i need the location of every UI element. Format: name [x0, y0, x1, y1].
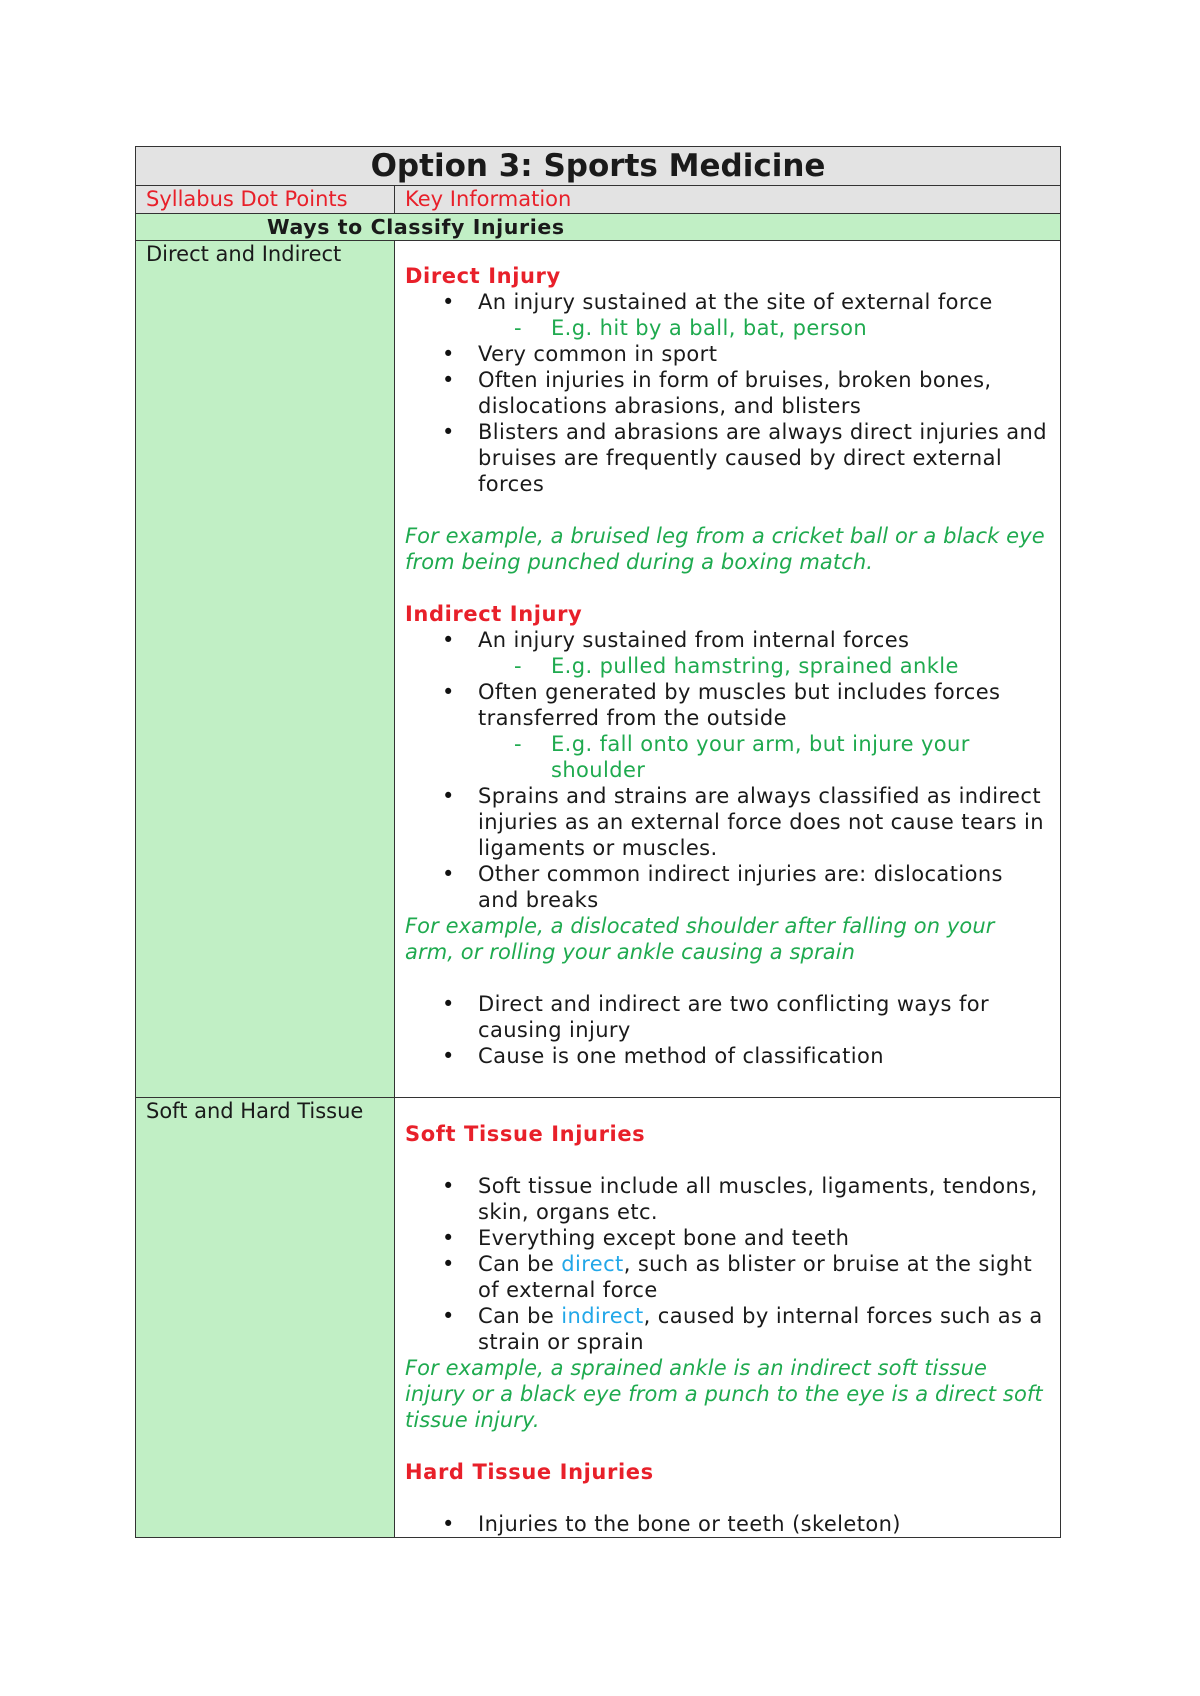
- row-label-soft-hard-tissue: Soft and Hard Tissue: [136, 1098, 395, 1538]
- list-item: • An injury sustained from internal forces - E.g. pulled hamstring, sprained ankle: [405, 627, 1048, 679]
- direct-injury-heading: Direct Injury: [405, 264, 561, 288]
- indirect-injury-list: [405, 627, 1048, 913]
- classification-summary-list: [405, 991, 1048, 1069]
- indirect-injury-heading: Indirect Injury: [405, 602, 583, 626]
- soft-tissue-list: [405, 1173, 1048, 1355]
- row-label-direct-indirect: Direct and Indirect: [136, 241, 395, 1098]
- soft-tissue-example: For example, a sprained ankle is an indirect soft tissue injury or a black eye from a punch to the eye is a direct soft tissue injury.: [405, 1356, 1043, 1432]
- list-item: • Injuries to the bone or teeth (skeleton): [405, 1511, 1048, 1537]
- example-sub-item: - E.g. fall onto your arm, but injure your shoulder: [478, 731, 1048, 783]
- list-item: • Can be direct, such as blister or bruise at the sight of external force: [405, 1251, 1048, 1303]
- direct-injury-list: [405, 289, 1048, 497]
- list-item: • Can be indirect, caused by internal forces such as a strain or sprain: [405, 1303, 1048, 1355]
- section-heading: [136, 214, 1061, 241]
- list-item: • Sprains and strains are always classified as indirect injuries as an external force does not cause tears in ligaments or muscles.: [405, 783, 1048, 861]
- list-item: • Very common in sport: [405, 341, 1048, 367]
- list-item: • Cause is one method of classification: [405, 1043, 1048, 1069]
- direct-term: direct: [561, 1252, 624, 1276]
- column-header-key-information: Key Information: [395, 186, 1061, 214]
- key-info-direct-indirect: [395, 241, 1061, 1098]
- hard-tissue-list: [405, 1511, 1048, 1537]
- section-heading-text: Ways to Classify Injuries: [267, 215, 565, 239]
- column-header-syllabus: Syllabus Dot Points: [136, 186, 395, 214]
- indirect-injury-example: For example, a dislocated shoulder after falling on your arm, or rolling your ankle causing a sprain: [405, 914, 995, 964]
- soft-tissue-heading: Soft Tissue Injuries: [405, 1122, 646, 1146]
- list-item: • Blisters and abrasions are always direct injuries and bruises are frequently caused by direct external forces: [405, 419, 1048, 497]
- example-sub-item: - E.g. hit by a ball, bat, person: [478, 315, 1048, 341]
- document-title: Option 3: Sports Medicine: [136, 147, 1061, 186]
- hard-tissue-heading: Hard Tissue Injuries: [405, 1460, 654, 1484]
- list-item: • An injury sustained at the site of external force - E.g. hit by a ball, bat, person: [405, 289, 1048, 341]
- list-item: • Other common indirect injuries are: dislocations and breaks: [405, 861, 1048, 913]
- list-item: • Direct and indirect are two conflicting ways for causing injury: [405, 991, 1048, 1043]
- list-item: • Soft tissue include all muscles, ligaments, tendons, skin, organs etc.: [405, 1173, 1048, 1225]
- list-item: • Often injuries in form of bruises, broken bones, dislocations abrasions, and blisters: [405, 367, 1048, 419]
- notes-table: [135, 146, 1061, 1538]
- list-item: • Everything except bone and teeth: [405, 1225, 1048, 1251]
- key-info-soft-hard-tissue: [395, 1098, 1061, 1538]
- direct-injury-example: For example, a bruised leg from a cricket ball or a black eye from being punched during a boxing match.: [405, 524, 1045, 574]
- list-item: • Often generated by muscles but includes forces transferred from the outside - E.g. fall onto your arm, but injure your shoulder: [405, 679, 1048, 783]
- example-sub-item: - E.g. pulled hamstring, sprained ankle: [478, 653, 1048, 679]
- indirect-term: indirect: [561, 1304, 644, 1328]
